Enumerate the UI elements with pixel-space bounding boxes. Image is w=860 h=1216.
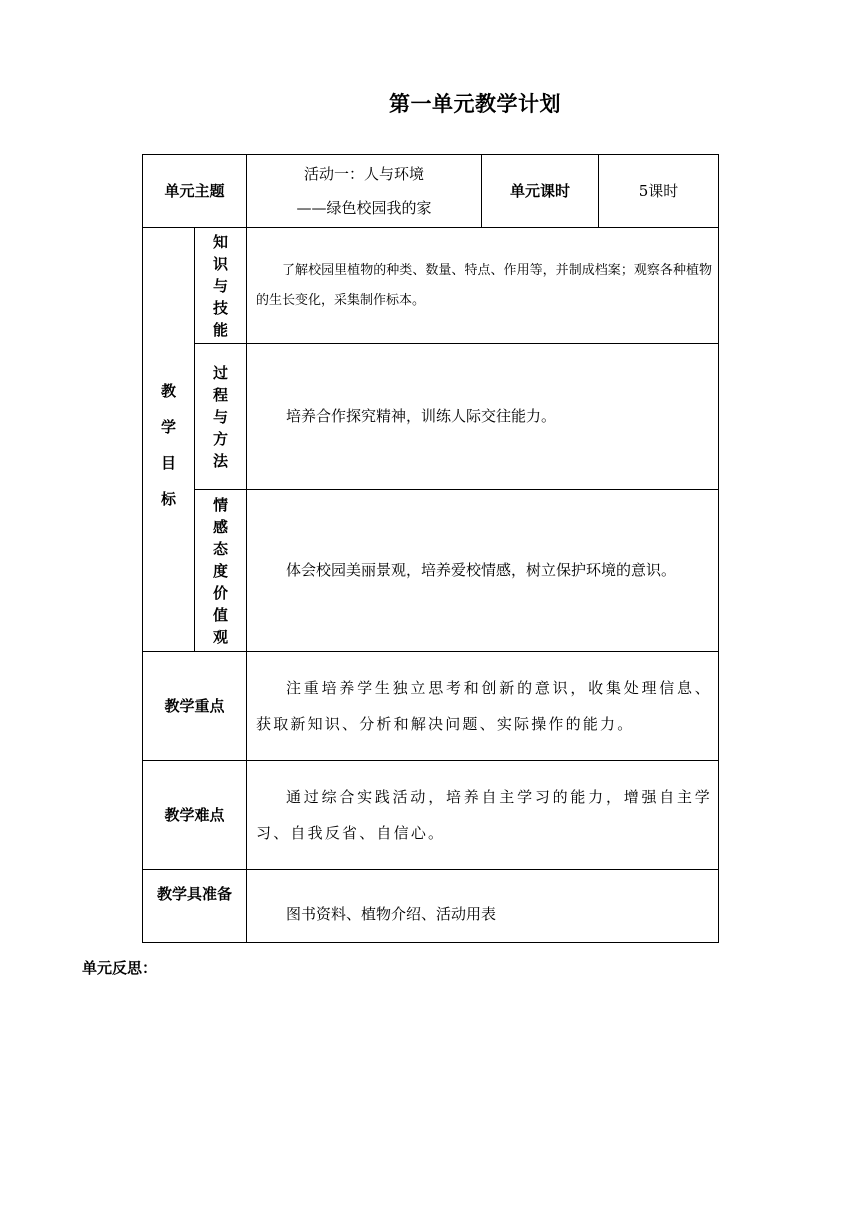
- objective-label-knowledge: 知 识 与 技 能: [195, 228, 247, 344]
- key-points-label: 教学重点: [143, 652, 247, 761]
- objective-text-knowledge: 了解校园里植物的种类、数量、特点、作用等，并制成档案；观察各种植物的生长变化，采集制作标本。: [247, 228, 719, 344]
- theme-value: [247, 155, 482, 228]
- objective-text-attitude: 体会校园美丽景观，培养爱校情感，树立保护环境的意识。: [247, 490, 719, 652]
- difficulties-row: [143, 761, 719, 870]
- difficulties-label: 教学难点: [143, 761, 247, 870]
- materials-label: 教学具准备: [143, 870, 247, 943]
- objective-label-process: 过 程 与 方 法: [195, 344, 247, 490]
- objective-row-attitude: [143, 490, 719, 652]
- theme-line-2: ——绿色校园我的家: [296, 199, 432, 217]
- key-points-text: 注重培养学生独立思考和创新的意识，收集处理信息、获取新知识、分析和解决问题、实际操作的能力。: [247, 652, 719, 761]
- reflection-label: 单元反思：: [82, 959, 158, 977]
- difficulties-text: 通过综合实践活动，培养自主学习的能力，增强自主学习、自我反省、自信心。: [247, 761, 719, 870]
- objective-row-process: [143, 344, 719, 490]
- teaching-plan-table: [142, 154, 719, 943]
- objectives-label: 教 学 目 标: [143, 228, 195, 652]
- key-points-row: [143, 652, 719, 761]
- theme-label: 单元主题: [143, 155, 247, 228]
- materials-row: [143, 870, 719, 943]
- theme-row: [143, 155, 719, 228]
- theme-line-1: 活动一：人与环境: [304, 165, 425, 183]
- materials-text: 图书资料、植物介绍、活动用表: [247, 870, 719, 943]
- page-title: 第一单元教学计划: [389, 92, 561, 116]
- objective-row-knowledge: [143, 228, 719, 344]
- objective-text-process: 培养合作探究精神，训练人际交往能力。: [247, 344, 719, 490]
- hours-value: 5课时: [599, 155, 719, 228]
- objective-label-attitude: 情 感 态 度 价 值 观: [195, 490, 247, 652]
- hours-label: 单元课时: [482, 155, 599, 228]
